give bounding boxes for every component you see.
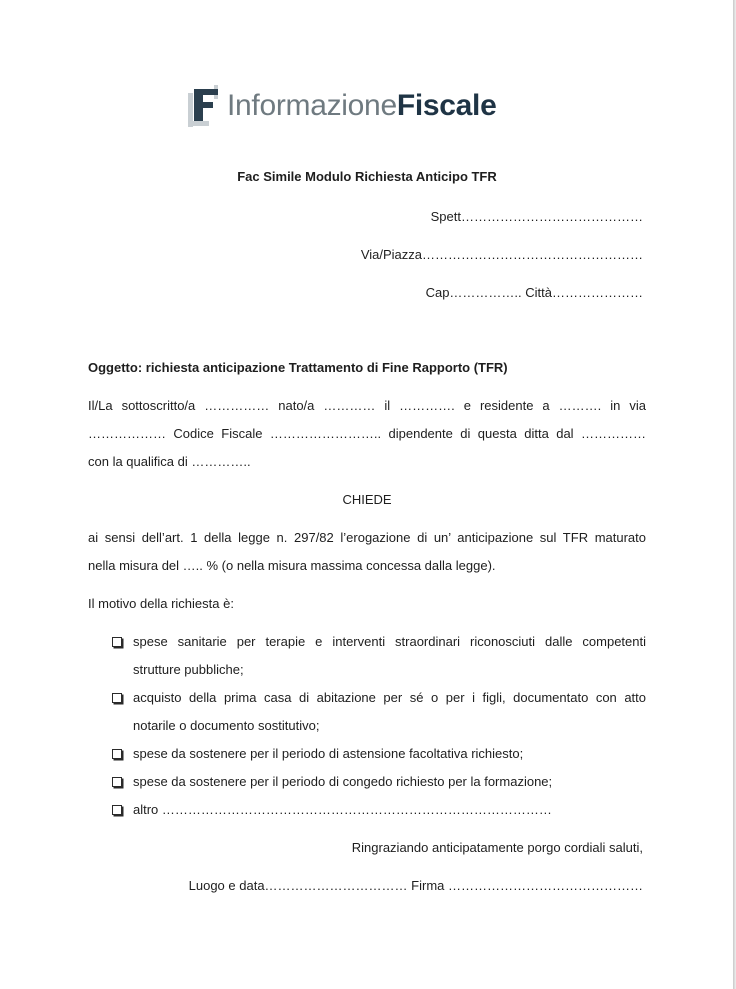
address-cap-citta: Cap…………….. Città………………… (425, 285, 643, 300)
checkbox-bullet-icon (112, 637, 122, 647)
intro-paragraph (88, 392, 646, 476)
list-item (112, 684, 646, 740)
list-item (112, 740, 646, 768)
closing-greeting: Ringraziando anticipatamente porgo cordiali saluti, (351, 840, 643, 855)
list-item (112, 768, 646, 796)
checkbox-bullet-icon (112, 749, 122, 759)
logo-text (227, 91, 496, 121)
logo-text-light: Informazione (227, 89, 397, 122)
reason-line: strutture pubbliche; (133, 662, 244, 677)
request-line-2: nella misura del ….. % (o nella misura massima concessa dalla legge). (88, 558, 496, 573)
address-via: Via/Piazza…………………………………………… (360, 247, 643, 262)
signature-line: Luogo e data…………………………… Firma ……………………………………… (188, 878, 643, 893)
request-paragraph (88, 524, 646, 580)
reason-line: altro ……………………………………………………………………………… (133, 802, 552, 817)
chiede-heading: CHIEDE (342, 492, 392, 507)
subject-line: Oggetto: richiesta anticipazione Trattamento di Fine Rapporto (TFR) (88, 360, 508, 375)
reason-line: spese da sostenere per il periodo di astensione facoltativa richiesto; (133, 746, 524, 761)
request-line-1: ai sensi dell’art. 1 della legge n. 297/82 l’erogazione di un’ anticipazione sul TFR maturato (88, 530, 646, 545)
reason-line: spese da sostenere per il periodo di congedo richiesto per la formazione; (133, 774, 553, 789)
checkbox-bullet-icon (112, 693, 122, 703)
informazione-fiscale-logo (188, 84, 496, 128)
reason-line: spese sanitarie per terapie e interventi straordinari riconosciuti dalle competenti (133, 634, 646, 649)
logo-text-bold: Fiscale (396, 89, 497, 122)
checkbox-bullet-icon (112, 777, 122, 787)
motivo-label: Il motivo della richiesta è: (88, 596, 234, 611)
intro-line-1: Il/La sottoscritto/a …………… nato/a ………… il …………. e residente a ………. in via (88, 398, 646, 413)
intro-line-2: ……………… Codice Fiscale …………………….. dipendente di questa ditta dal …………… (88, 426, 646, 441)
checkbox-bullet-icon (112, 805, 122, 815)
reason-line: acquisto della prima casa di abitazione per sé o per i figli, documentato con atto (133, 690, 646, 705)
address-spett: Spett…………………………………… (430, 209, 643, 224)
logo-f-icon (188, 85, 222, 127)
intro-line-3: con la qualifica di ………….. (88, 454, 251, 469)
list-item (112, 628, 646, 684)
list-item (112, 796, 646, 824)
reason-line: notarile o documento sostitutivo; (133, 718, 320, 733)
reasons-list (112, 628, 646, 824)
document-title: Fac Simile Modulo Richiesta Anticipo TFR (237, 169, 497, 184)
